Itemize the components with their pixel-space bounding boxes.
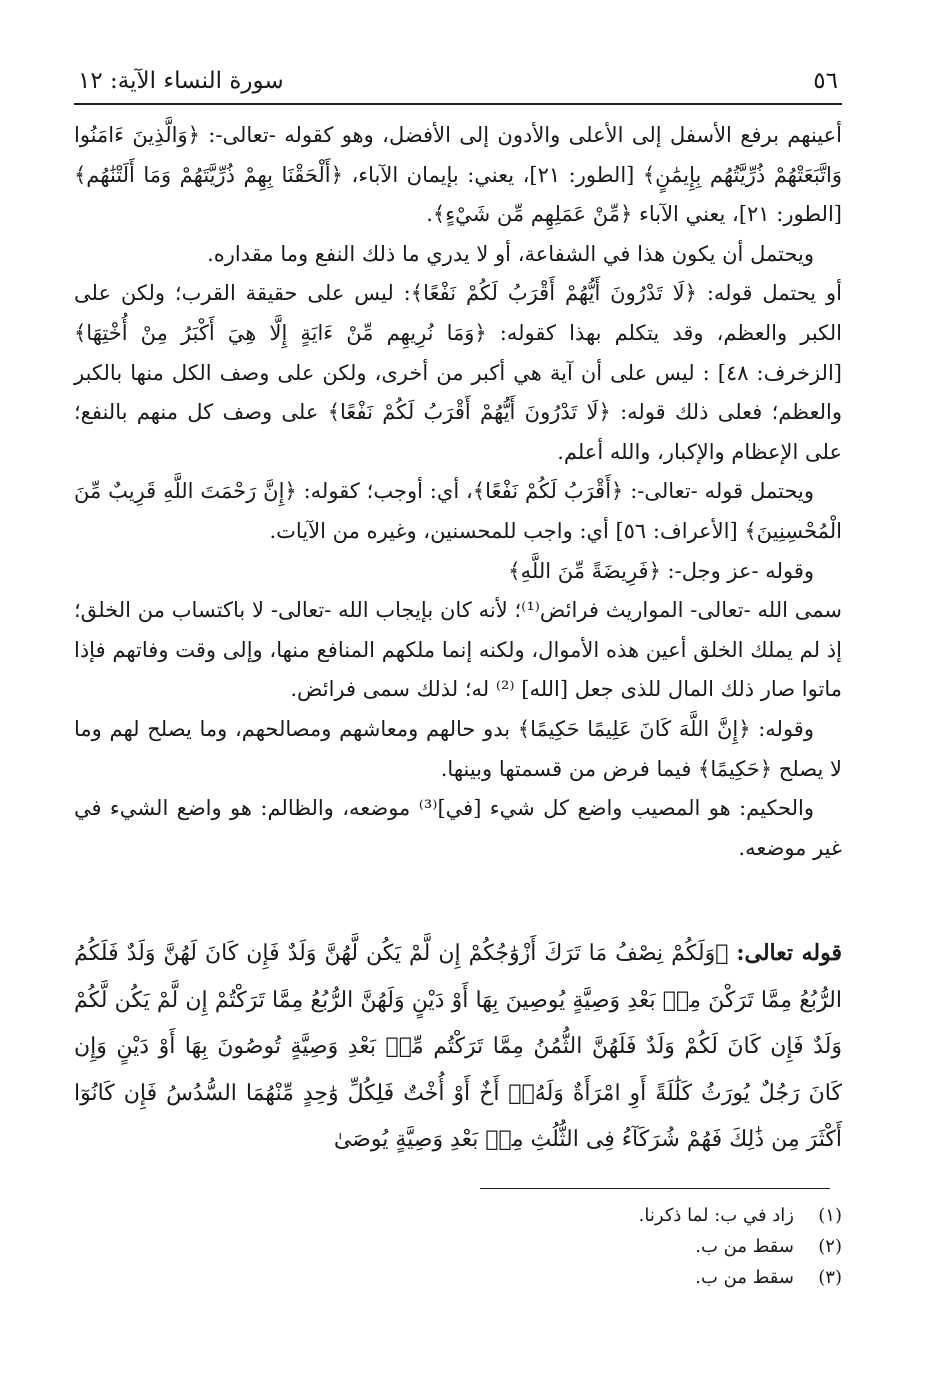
- verse-block: [74, 930, 842, 1164]
- paragraph: أعينهم برفع الأسفل إلى الأعلى والأدون إلى الأفضل، وهو كقوله -تعالى-: ﴿وَالَّذِينَ ءَامَنُوا وَاتَّبَعَتْهُمْ ذُرِّيَّتُهُم بِإِيمَٰنٍ﴾ [الطور: ٢١]، يعني: بإيمان الآباء، ﴿أَلْحَقْنَا بِهِمْ ذُرِّيَّتَهُمْ وَمَا أَلَتْنَٰهُم﴾ [الطور: ٢١]، يعني الآباء ﴿مِّنْ عَمَلِهِم مِّن شَيْءٍ﴾.: [74, 123, 842, 227]
- verse-lead: قوله تعالى:: [736, 940, 843, 966]
- paragraph: والحكيم: هو المصيب واضع كل شيء [في]⁽³⁾ موضعه، والظالم: هو واضع الشيء في غير موضعه.: [74, 796, 842, 860]
- page-number: ٥٦: [813, 68, 838, 94]
- footnote: [74, 1262, 842, 1293]
- running-title: سورة النساء الآية: ١٢: [78, 68, 284, 94]
- footnote: [74, 1200, 842, 1231]
- footnote-number: (٢): [818, 1236, 842, 1257]
- commentary-text: [74, 116, 842, 868]
- footnote-number: (١): [818, 1205, 842, 1226]
- paragraph: سمى الله -تعالى- المواريث فرائض⁽¹⁾؛ لأنه كان بإيجاب الله -تعالى- لا باكتساب من الخلق؛ إذ لم يملك الخلق أعين هذه الأموال، ولكنه إنما ملكهم المنافع منها، وإلى وقت وفاتهم فإذا ماتوا صار ذلك المال للذى جعل [الله] ⁽²⁾ له؛ لذلك سمى فرائض.: [74, 598, 842, 702]
- footnotes: [74, 1200, 842, 1293]
- verse-text: ﴿وَلَكُمْ نِصْفُ مَا تَرَكَ أَزْوَٰجُكُمْ إِن لَّمْ يَكُن لَّهُنَّ وَلَدٌ فَإِن كَانَ لَهُنَّ وَلَدٌ فَلَكُمُ الرُّبُعُ مِمَّا تَرَكْنَ مِنۢ بَعْدِ وَصِيَّةٍ يُوصِينَ بِهَا أَوْ دَيْنٍ وَلَهُنَّ الرُّبُعُ مِمَّا تَرَكْتُمْ إِن لَّمْ يَكُن لَّكُمْ وَلَدٌ فَإِن كَانَ لَكُمْ وَلَدٌ فَلَهُنَّ الثُّمُنُ مِمَّا تَرَكْتُم مِّنۢ بَعْدِ وَصِيَّةٍ تُوصُونَ بِهَا أَوْ دَيْنٍ وَإِن كَانَ رَجُلٌ يُورَثُ كَلَٰلَةً أَوِ امْرَأَةٌ وَلَهُۥٓ أَخٌ أَوْ أُخْتٌ فَلِكُلِّ وَٰحِدٍ مِّنْهُمَا السُّدُسُ فَإِن كَانُوٓا أَكْثَرَ مِن ذَٰلِكَ فَهُمْ شُرَكَآءُ فِى الثُّلُثِ مِنۢ بَعْدِ وَصِيَّةٍ يُوصَىٰ: [74, 941, 843, 1152]
- footnote-divider: [480, 1188, 830, 1189]
- paragraph: وقوله: ﴿إِنَّ اللَّهَ كَانَ عَلِيمًا حَكِيمًا﴾ بدو حالهم ومعاشهم ومصالحهم، وما يصلح لهم وما لا يصلح ﴿حَكِيمًا﴾ فيما فرض من قسمتها وبينها.: [74, 716, 842, 781]
- paragraph: ويحتمل قوله -تعالى-: ﴿أَقْرَبُ لَكُمْ نَفْعًا﴾، أي: أوجب؛ كقوله: ﴿إِنَّ رَحْمَتَ اللَّهِ قَرِيبٌ مِّنَ الْمُحْسِنِينَ﴾ [الأعراف: ٥٦] أي: واجب للمحسنين، وغيره من الآيات.: [74, 479, 842, 543]
- paragraph: وقوله -عز وجل-: ﴿فَرِيضَةً مِّنَ اللَّهِ﴾: [508, 558, 814, 583]
- paragraph: أو يحتمل قوله: ﴿لَا تَدْرُونَ أَيُّهُمْ أَقْرَبُ لَكُمْ نَفْعًا﴾: ليس على حقيقة القرب؛ ولكن على الكبر والعظم، وقد يتكلم بهذا كقوله: ﴿وَمَا نُرِيهِم مِّنْ ءَايَةٍ إِلَّا هِيَ أَكْبَرُ مِنْ أُخْتِهَا﴾ [الزخرف: ٤٨] : ليس على أن آية هي أكبر من أخرى، ولكن على وصف الكل منها بالكبر والعظم؛ فعلى ذلك قوله: ﴿لَا تَدْرُونَ أَيُّهُمْ أَقْرَبُ لَكُمْ نَفْعًا﴾ على وصف كل منهم بالنفع؛ على الإعظام والإكبار، والله أعلم.: [74, 281, 842, 464]
- footnote: [74, 1231, 842, 1262]
- page-header: [78, 62, 838, 100]
- footnote-text: سقط من ب.: [695, 1267, 794, 1288]
- header-divider: [74, 103, 842, 105]
- paragraph: ويحتمل أن يكون هذا في الشفاعة، أو لا يدري ما ذلك النفع وما مقداره.: [207, 241, 814, 266]
- footnote-text: زاد في ب: لما ذكرنا.: [638, 1205, 794, 1226]
- footnote-text: سقط من ب.: [695, 1236, 794, 1257]
- footnote-number: (٣): [818, 1267, 842, 1288]
